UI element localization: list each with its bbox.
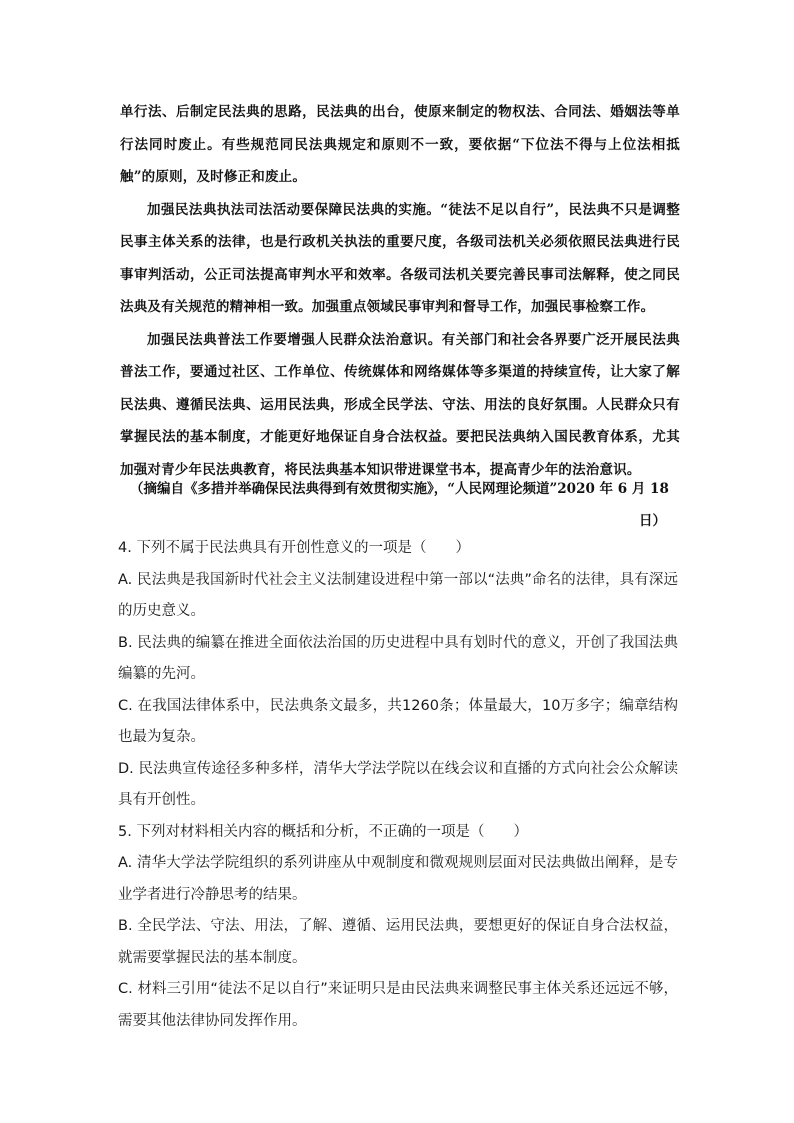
answer-option: C. 在我国法律体系中，民法典条文最多，共1260条；体量最大，10万多字；编章结构也最为复杂。 — [118, 697, 678, 745]
answer-option: C. 材料三引用“徒法不足以自行”来证明只是由民法典来调整民事主体关系还远远不够，需要其他法律协同发挥作用。 — [118, 981, 678, 1029]
answer-option: B. 全民学法、守法、用法，了解、遵循、运用民法典，要想更好的保证自身合法权益，就需要掌握民法的基本制度。 — [118, 918, 678, 966]
question-stem: 5. 下列对材料相关内容的概括和分析，不正确的一项是（ ） — [118, 823, 528, 840]
question-list — [118, 533, 678, 1037]
source-line: 日） — [639, 513, 666, 529]
answer-option: D. 民法典宣传途径多种多样，清华大学法学院以在线会议和直播的方式向社会公众解读具有开创性。 — [118, 760, 678, 808]
passage-paragraph: 加强民法典执法司法活动要保障民法典的实施。“徒法不足以自行”，民法典不只是调整民事主体关系的法律，也是行政机关执法的重要尺度，各级司法机关必须依照民法典进行民事审判活动，公正司法提高审判水平和效率。各级司法机关要完善民事司法解释，使之同民法典及有关规范的精神相一致。加强重点领域民事审判和督导工作，加强民事检察工作。 — [120, 201, 680, 315]
question-stem: 4. 下列不属于民法典具有开创性意义的一项是（ ） — [118, 540, 470, 556]
answer-option: A. 清华大学法学院组织的系列讲座从中观制度和微观规则层面对民法典做出阐释，是专业学者进行冷静思考的结果。 — [118, 855, 678, 903]
answer-option: B. 民法典的编纂在推进全面依法治国的历史进程中具有划时代的意义，开创了我国法典编纂的先河。 — [118, 634, 678, 682]
passage-paragraph: 加强民法典普法工作要增强人民群众法治意识。有关部门和社会各界要广泛开展民法典普法工作，要通过社区、工作单位、传统媒体和网络媒体等多渠道的持续宣传，让大家了解民法典、遵循民法典、运用民法典，形成全民学法、守法、用法的良好氛围。人民群众只有掌握民法的基本制度，才能更好地保证自身合法权益。要把民法典纳入国民教育体系，尤其加强对青少年民法典教育，将民法典基本知识带进课堂书本，提高青少年的法治意识。 — [120, 331, 680, 478]
reading-passage — [120, 96, 680, 486]
source-line: （摘编自《多措并举确保民法典得到有效贯彻实施》，“人民网理论频道”2020 年 6 月 18 — [130, 481, 669, 497]
answer-option: A. 民法典是我国新时代社会主义法制建设进程中第一部以“法典”命名的法律，具有深远的历史意义。 — [118, 571, 678, 619]
passage-paragraph: 单行法、后制定民法典的思路，民法典的出台，使原来制定的物权法、合同法、婚姻法等单行法同时废止。有些规范同民法典规定和原则不一致，要依据“下位法不得与上位法相抵触”的原则，及时修正和废止。 — [120, 104, 680, 185]
passage-source — [130, 473, 670, 537]
